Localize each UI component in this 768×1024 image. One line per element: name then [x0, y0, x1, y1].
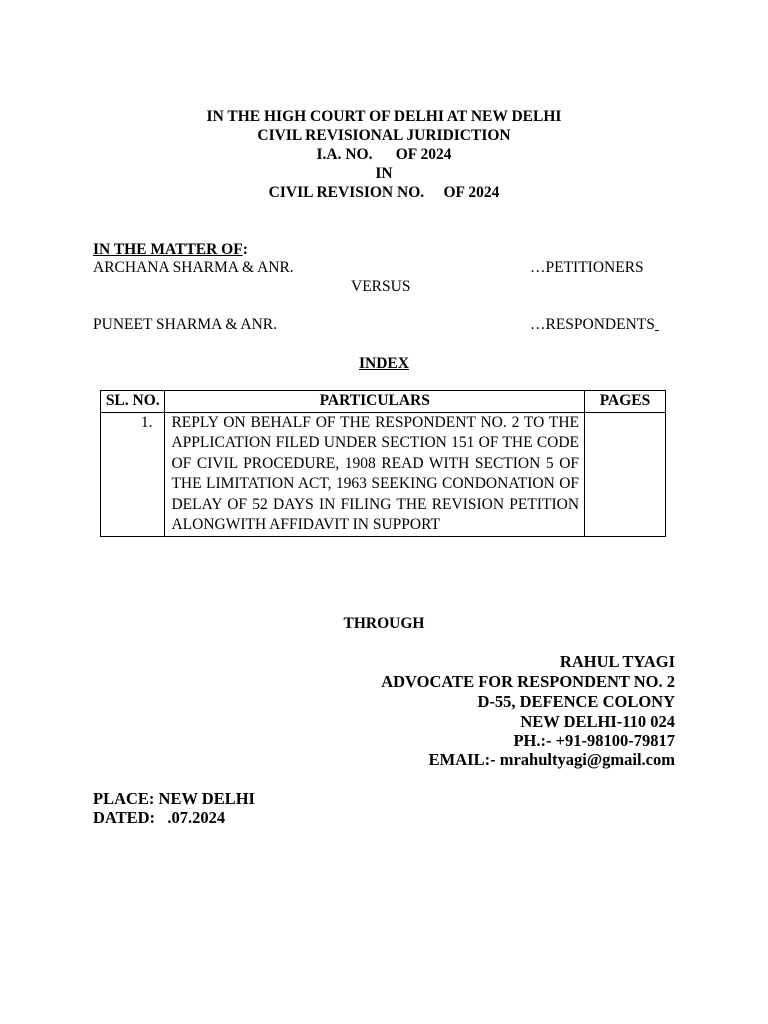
civil-revision-number: CIVIL REVISION NO. OF 2024 [268, 184, 500, 201]
dated-line: DATED: .07.2024 [93, 808, 226, 827]
row-sl-no: 1. [101, 412, 165, 536]
through-label: THROUGH [343, 615, 425, 632]
respondent-role [530, 315, 659, 334]
index-title: INDEX [359, 355, 409, 372]
advocate-phone: PH.:- +91-98100-79817 [513, 731, 675, 750]
advocate-email: EMAIL:- mrahultyagi@gmail.com [428, 750, 675, 769]
index-header-row [101, 391, 666, 413]
table-row [101, 412, 666, 536]
advocate-address-line2: NEW DELHI-110 024 [520, 712, 675, 731]
petitioner-name: ARCHANA SHARMA & ANR. [93, 259, 294, 276]
in-connector: IN [375, 165, 393, 182]
jurisdiction-title: CIVIL REVISIONAL JURIDICTION [257, 127, 511, 144]
ia-number: I.A. NO. OF 2024 [316, 146, 452, 163]
matter-label: IN THE MATTER OF [93, 241, 243, 258]
row-pages [585, 412, 666, 536]
respondent-role-text: …RESPONDENTS [530, 316, 655, 333]
petitioner-role: …PETITIONERS [530, 259, 644, 276]
respondent-name: PUNEET SHARMA & ANR. [93, 316, 278, 333]
advocate-role: ADVOCATE FOR RESPONDENT NO. 2 [381, 672, 675, 691]
advocate-address-line1: D-55, DEFENCE COLONY [477, 692, 675, 711]
court-title: IN THE HIGH COURT OF DELHI AT NEW DELHI [206, 108, 562, 125]
respondent-role-underline [655, 316, 659, 333]
index-table [100, 390, 666, 537]
row-particulars: REPLY ON BEHALF OF THE RESPONDENT NO. 2 TO THE APPLICATION FILED UNDER SECTION 151 OF THE CODE OF CIVIL PROCEDURE, 1908 READ WITH SECTION 5 OF THE LIMITATION ACT, 1963 SEEKING CONDONATION OF DELAY OF 52 DAYS IN FILING THE REVISION PETITION ALONGWITH AFFIDAVIT IN SUPPORT [165, 412, 585, 536]
header-pages: PAGES [585, 391, 666, 413]
versus-label: VERSUS [351, 278, 411, 295]
matter-heading [93, 240, 248, 259]
header-sl-no: SL. NO. [101, 391, 165, 413]
matter-colon: : [242, 241, 248, 258]
index-title-wrap [0, 354, 768, 373]
advocate-name: RAHUL TYAGI [559, 652, 675, 671]
header-particulars: PARTICULARS [165, 391, 585, 413]
place-line: PLACE: NEW DELHI [93, 789, 255, 808]
